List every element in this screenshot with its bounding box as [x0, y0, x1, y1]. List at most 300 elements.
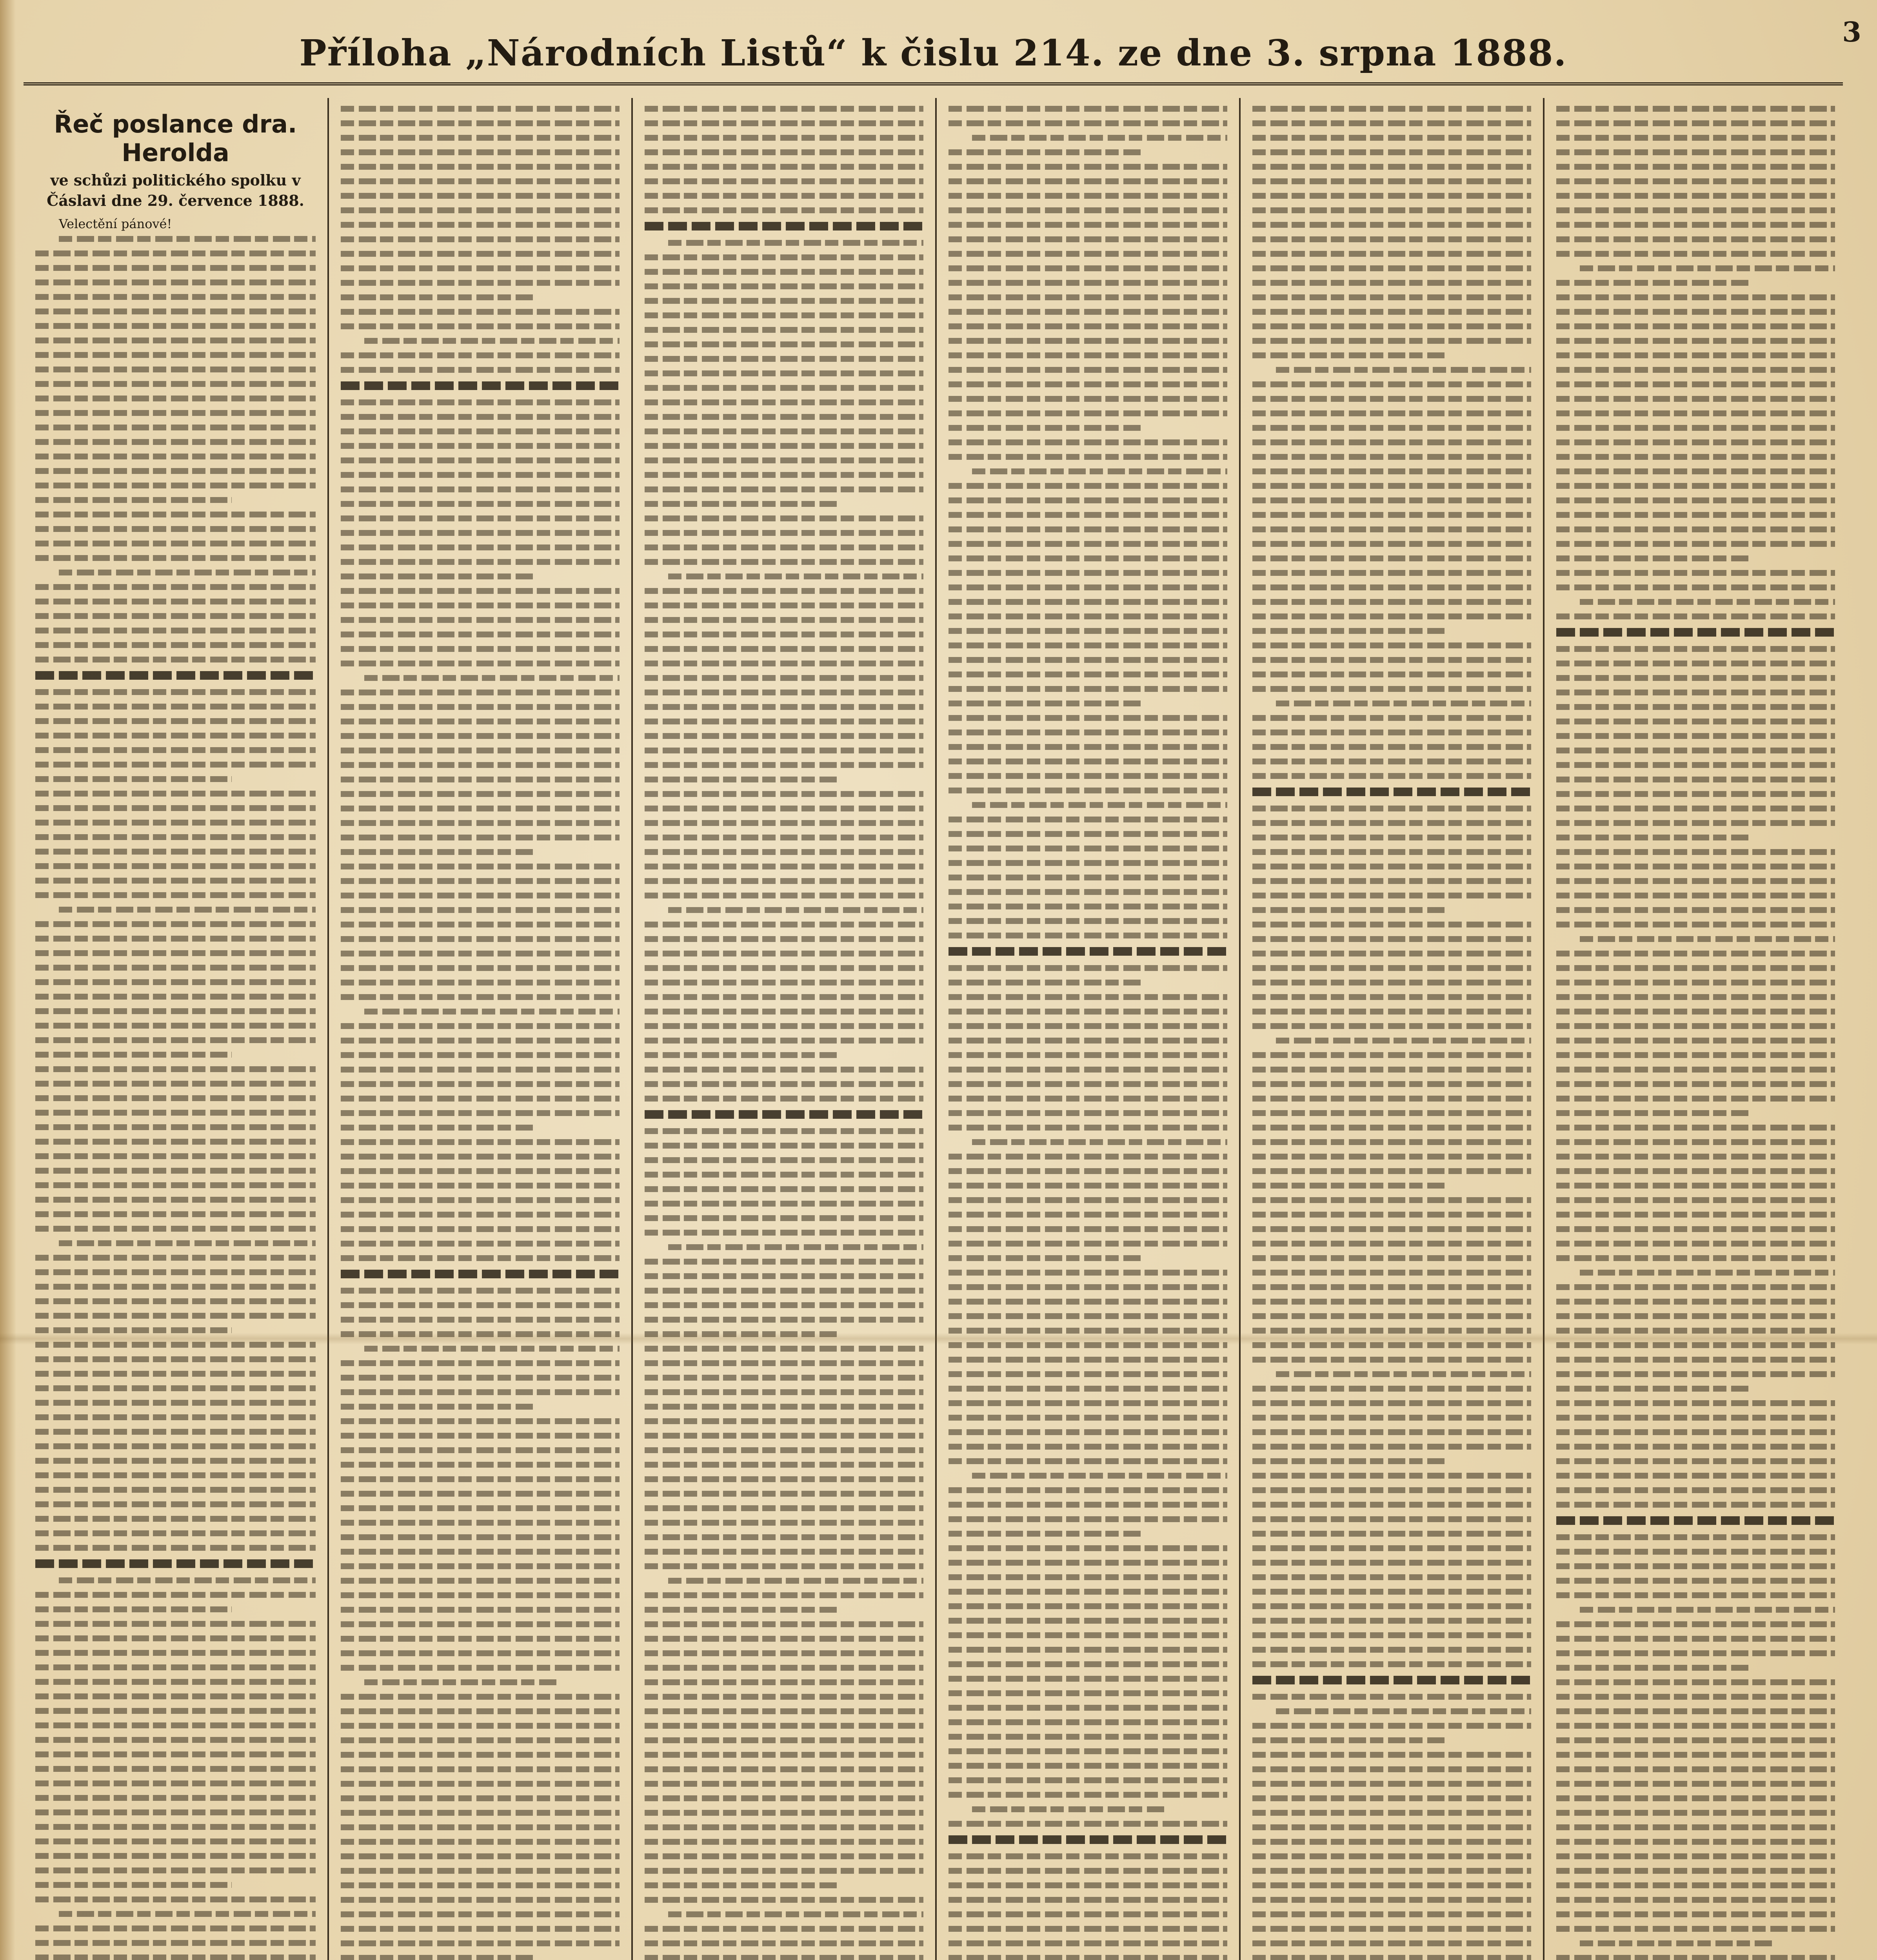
text-line — [341, 1096, 620, 1102]
text-line — [341, 777, 620, 782]
text-line — [341, 1418, 620, 1424]
text-line — [645, 719, 923, 724]
text-line — [645, 501, 840, 507]
text-line — [948, 1357, 1227, 1363]
text-line — [1556, 1415, 1835, 1421]
text-line — [59, 1577, 316, 1583]
text-line — [341, 106, 620, 112]
text-line — [35, 849, 316, 855]
text-line — [948, 367, 1227, 373]
text-line — [645, 1081, 923, 1087]
text-line — [948, 1313, 1227, 1319]
text-line — [1556, 1400, 1835, 1406]
text-line — [341, 951, 620, 956]
text-line — [341, 294, 536, 300]
text-line — [1252, 236, 1531, 242]
text-line — [1556, 251, 1835, 257]
text-line — [341, 1447, 620, 1453]
text-line — [1556, 352, 1835, 358]
text-line — [1556, 1096, 1835, 1102]
text-line — [645, 1940, 923, 1946]
text-line — [645, 588, 923, 594]
text-line — [1580, 599, 1835, 605]
text-line — [1556, 1810, 1835, 1816]
text-line — [1556, 1009, 1835, 1014]
text-line — [1252, 1212, 1531, 1218]
text-line — [341, 1491, 620, 1497]
text-line — [972, 1139, 1227, 1145]
text-line — [1252, 1487, 1531, 1493]
text-line — [1556, 1911, 1835, 1917]
text-line — [948, 1081, 1227, 1087]
text-line — [948, 860, 1227, 866]
text-line — [645, 1201, 923, 1207]
text-line — [948, 1955, 1227, 1960]
text-line — [1556, 1781, 1835, 1787]
text-line — [1556, 762, 1835, 768]
text-line — [1252, 1052, 1531, 1058]
text-line — [341, 1882, 620, 1888]
text-line — [35, 1530, 316, 1536]
text-line — [645, 1882, 840, 1888]
text-line — [948, 875, 1227, 880]
text-line — [35, 979, 316, 985]
text-line — [645, 193, 923, 199]
text-line — [645, 1110, 923, 1119]
text-line — [948, 425, 1144, 431]
text-line — [35, 820, 316, 826]
text-line — [645, 603, 923, 608]
text-line — [1556, 1650, 1835, 1656]
text-line — [341, 1067, 620, 1073]
text-line — [972, 802, 1227, 808]
text-line — [35, 1545, 316, 1551]
text-line — [35, 1095, 316, 1101]
text-line — [35, 1487, 316, 1493]
text-line — [341, 1023, 620, 1029]
text-line — [341, 1737, 620, 1743]
text-line — [645, 1259, 923, 1265]
text-line — [645, 1592, 923, 1598]
text-line — [341, 530, 620, 536]
text-line — [1252, 1226, 1531, 1232]
text-line — [645, 1520, 923, 1526]
text-line — [35, 1621, 316, 1627]
text-line — [1252, 1313, 1531, 1319]
text-line — [341, 164, 620, 170]
text-line — [645, 1897, 923, 1903]
text-line — [35, 628, 316, 633]
text-line — [341, 820, 620, 826]
text-line — [341, 443, 620, 449]
text-line — [948, 396, 1227, 402]
text-line — [35, 1168, 316, 1174]
text-line — [35, 1722, 316, 1728]
text-line — [341, 1810, 620, 1816]
text-line — [35, 1385, 316, 1391]
text-line — [341, 893, 620, 898]
text-line — [35, 1182, 316, 1188]
text-line — [341, 1505, 620, 1511]
text-line — [364, 1346, 620, 1352]
text-line — [341, 1607, 620, 1613]
text-line — [1252, 642, 1531, 648]
text-line — [948, 1882, 1227, 1888]
text-line — [35, 1664, 316, 1670]
text-line — [1252, 1009, 1531, 1014]
text-line — [1252, 835, 1531, 840]
text-line — [341, 719, 620, 724]
text-line — [645, 1433, 923, 1439]
text-line — [645, 1038, 923, 1044]
text-line — [1556, 425, 1835, 431]
text-line — [645, 472, 923, 478]
text-line — [341, 1839, 620, 1845]
text-line — [1252, 164, 1531, 170]
text-line — [35, 1708, 316, 1714]
text-line — [1556, 555, 1752, 561]
text-line — [1556, 719, 1835, 724]
text-line — [35, 1226, 316, 1232]
text-line — [1252, 1752, 1531, 1758]
text-line — [341, 414, 620, 420]
text-line — [35, 994, 316, 1000]
text-line — [35, 936, 316, 942]
text-line — [645, 1839, 923, 1845]
text-line — [35, 1023, 316, 1029]
text-line — [948, 1835, 1227, 1844]
text-line — [1556, 704, 1835, 710]
text-line — [1252, 980, 1531, 985]
text-line — [948, 1531, 1144, 1537]
text-line — [341, 1592, 620, 1598]
text-line — [341, 1621, 620, 1627]
text-line — [1556, 613, 1835, 619]
text-line — [645, 1404, 923, 1410]
text-line — [645, 1346, 923, 1352]
text-line — [668, 907, 923, 913]
text-line — [948, 439, 1227, 445]
text-line — [1556, 849, 1835, 855]
text-line — [341, 907, 620, 913]
text-line — [341, 515, 620, 521]
text-line — [645, 327, 923, 333]
text-line — [341, 251, 620, 257]
text-line — [364, 1679, 560, 1685]
text-line — [1252, 1926, 1531, 1932]
text-line — [645, 1157, 923, 1163]
text-line — [645, 399, 923, 405]
text-line — [645, 1868, 923, 1874]
text-line — [645, 515, 923, 521]
text-line — [645, 1795, 923, 1801]
text-line — [1556, 1578, 1835, 1584]
text-line — [948, 1067, 1227, 1073]
text-line — [1580, 1607, 1835, 1613]
text-line — [948, 120, 1227, 126]
text-line — [1556, 1212, 1835, 1218]
text-line — [1252, 1299, 1531, 1305]
text-line — [948, 657, 1227, 663]
text-line — [948, 1038, 1227, 1044]
text-line — [35, 733, 316, 739]
text-line — [1252, 1023, 1531, 1029]
text-line — [341, 1375, 620, 1381]
page-number: 3 — [1842, 16, 1861, 48]
text-line — [1556, 512, 1835, 518]
text-line — [645, 1447, 923, 1453]
text-column — [935, 98, 1239, 1960]
text-line — [1252, 1824, 1531, 1830]
text-line — [35, 381, 316, 387]
text-line — [1252, 251, 1531, 257]
text-line — [1252, 657, 1531, 663]
text-line — [1556, 1487, 1835, 1493]
text-line — [341, 1360, 620, 1366]
text-line — [645, 1955, 923, 1960]
text-line — [1556, 646, 1835, 652]
text-line — [35, 1896, 316, 1902]
text-line — [341, 428, 620, 434]
text-line — [1276, 1038, 1531, 1044]
text-line — [645, 1505, 923, 1511]
text-line — [341, 849, 536, 855]
text-line — [1556, 1226, 1835, 1232]
text-line — [645, 1288, 923, 1294]
text-line — [645, 1737, 923, 1743]
text-line — [341, 588, 620, 594]
text-line — [35, 921, 316, 927]
text-line — [1252, 323, 1531, 329]
text-line — [341, 1636, 620, 1642]
text-line — [948, 1125, 1227, 1131]
text-line — [645, 149, 923, 155]
text-line — [645, 1491, 923, 1497]
text-line — [948, 323, 1227, 329]
text-line — [341, 486, 620, 492]
text-line — [948, 1676, 1227, 1682]
text-line — [1556, 1752, 1835, 1758]
text-line — [1556, 1824, 1835, 1830]
text-line — [1556, 120, 1835, 126]
text-line — [645, 1607, 840, 1613]
text-line — [645, 806, 923, 811]
text-line — [341, 1665, 620, 1671]
text-line — [341, 1752, 620, 1758]
text-line — [1556, 733, 1835, 739]
text-line — [1556, 1563, 1835, 1569]
text-line — [35, 1882, 232, 1888]
text-line — [948, 613, 1227, 619]
text-line — [645, 1810, 923, 1816]
text-line — [341, 1389, 620, 1395]
text-line — [1252, 864, 1531, 869]
text-line — [1556, 1299, 1835, 1305]
text-line — [1252, 541, 1531, 547]
text-line — [948, 193, 1227, 199]
text-line — [1556, 178, 1835, 184]
text-line — [35, 1809, 316, 1815]
text-line — [364, 675, 620, 681]
text-line — [1556, 1882, 1835, 1888]
text-line — [948, 251, 1227, 257]
text-line — [341, 994, 620, 1000]
text-line — [1556, 806, 1835, 811]
text-line — [1556, 1737, 1835, 1743]
text-line — [1556, 893, 1835, 898]
text-line — [1252, 1545, 1531, 1551]
text-line — [1556, 309, 1835, 315]
text-line — [364, 1009, 620, 1014]
text-line — [341, 1853, 620, 1859]
text-line — [341, 1197, 620, 1203]
text-line — [1556, 965, 1835, 971]
text-line — [645, 1215, 923, 1221]
text-line — [341, 265, 620, 271]
text-line — [1252, 878, 1531, 884]
text-line — [948, 1270, 1227, 1276]
text-line — [341, 1955, 536, 1960]
text-line — [341, 603, 620, 608]
text-line — [948, 1632, 1227, 1638]
column-body — [341, 106, 620, 1960]
text-line — [35, 599, 316, 604]
text-line — [645, 207, 923, 213]
text-line — [1556, 1357, 1835, 1363]
text-line — [1252, 1502, 1531, 1508]
text-line — [948, 1911, 1227, 1917]
text-line — [341, 1433, 620, 1439]
text-line — [341, 864, 620, 869]
text-line — [1252, 1560, 1531, 1566]
text-line — [645, 1563, 923, 1569]
text-line — [341, 1650, 620, 1656]
text-line — [35, 613, 316, 619]
text-line — [948, 149, 1144, 155]
text-line — [35, 584, 316, 590]
text-line — [1252, 613, 1531, 619]
text-line — [948, 1052, 1227, 1058]
text-line — [341, 457, 620, 463]
text-line — [645, 893, 923, 898]
text-line — [645, 1476, 923, 1482]
text-line — [948, 1603, 1227, 1609]
text-line — [1556, 1125, 1835, 1131]
text-line — [1252, 106, 1531, 112]
text-line — [1556, 1926, 1835, 1932]
text-line — [35, 1414, 316, 1420]
text-line — [948, 1748, 1227, 1754]
text-line — [1252, 497, 1531, 503]
text-line — [645, 120, 923, 126]
text-line — [948, 1926, 1227, 1932]
text-line — [1252, 1357, 1531, 1363]
text-line — [645, 922, 923, 927]
text-line — [645, 370, 923, 376]
text-line — [341, 1534, 620, 1540]
text-line — [1556, 1168, 1835, 1174]
text-line — [1252, 965, 1531, 971]
text-line — [341, 178, 620, 184]
text-line — [35, 642, 316, 648]
text-line — [35, 863, 316, 869]
text-line — [35, 1559, 316, 1568]
text-line — [948, 1618, 1227, 1624]
text-line — [1556, 222, 1835, 228]
text-line — [1252, 686, 1531, 692]
text-line — [645, 298, 923, 304]
text-line — [948, 410, 1227, 416]
text-line — [341, 1462, 620, 1468]
text-line — [1252, 628, 1448, 634]
text-line — [1276, 1371, 1531, 1377]
text-line — [35, 1124, 316, 1130]
text-line — [645, 1375, 923, 1381]
text-line — [35, 1458, 316, 1464]
text-line — [1252, 512, 1531, 518]
text-line — [948, 1777, 1227, 1783]
text-line — [1556, 777, 1835, 782]
text-line — [948, 1168, 1227, 1174]
text-line — [948, 584, 1227, 590]
text-line — [35, 657, 316, 662]
text-line — [35, 1052, 232, 1058]
text-line — [1252, 1531, 1531, 1537]
text-line — [1252, 1589, 1531, 1595]
text-line — [948, 1371, 1227, 1377]
text-line — [1252, 806, 1531, 811]
text-line — [645, 1723, 923, 1729]
text-line — [35, 1008, 316, 1014]
text-line — [1556, 951, 1835, 956]
text-line — [948, 1560, 1227, 1566]
text-line — [341, 573, 536, 579]
text-line — [341, 559, 620, 565]
text-line — [645, 835, 923, 840]
text-line — [1556, 1679, 1835, 1685]
text-line — [1276, 367, 1531, 373]
text-line — [59, 1911, 316, 1917]
text-line — [35, 483, 316, 488]
text-line — [1252, 425, 1531, 431]
text-line — [948, 164, 1227, 170]
text-line — [645, 254, 923, 260]
text-line — [645, 994, 923, 1000]
text-line — [948, 1545, 1227, 1551]
text-line — [645, 1230, 923, 1236]
text-line — [35, 776, 232, 782]
text-line — [1252, 1067, 1531, 1073]
text-line — [1556, 164, 1835, 170]
text-line — [35, 1516, 316, 1522]
text-line — [35, 1940, 316, 1946]
text-line — [668, 1244, 923, 1250]
text-line — [645, 530, 923, 536]
text-line — [972, 468, 1227, 474]
text-line — [1556, 1592, 1835, 1598]
text-line — [1556, 135, 1835, 141]
text-line — [1556, 1621, 1835, 1627]
text-column — [1543, 98, 1847, 1960]
text-line — [1252, 526, 1531, 532]
text-line — [341, 280, 620, 286]
text-line — [35, 1795, 316, 1801]
text-line — [1556, 690, 1835, 695]
text-line — [341, 1081, 620, 1087]
text-line — [948, 570, 1227, 576]
text-line — [341, 1154, 620, 1160]
text-line — [948, 817, 1227, 822]
